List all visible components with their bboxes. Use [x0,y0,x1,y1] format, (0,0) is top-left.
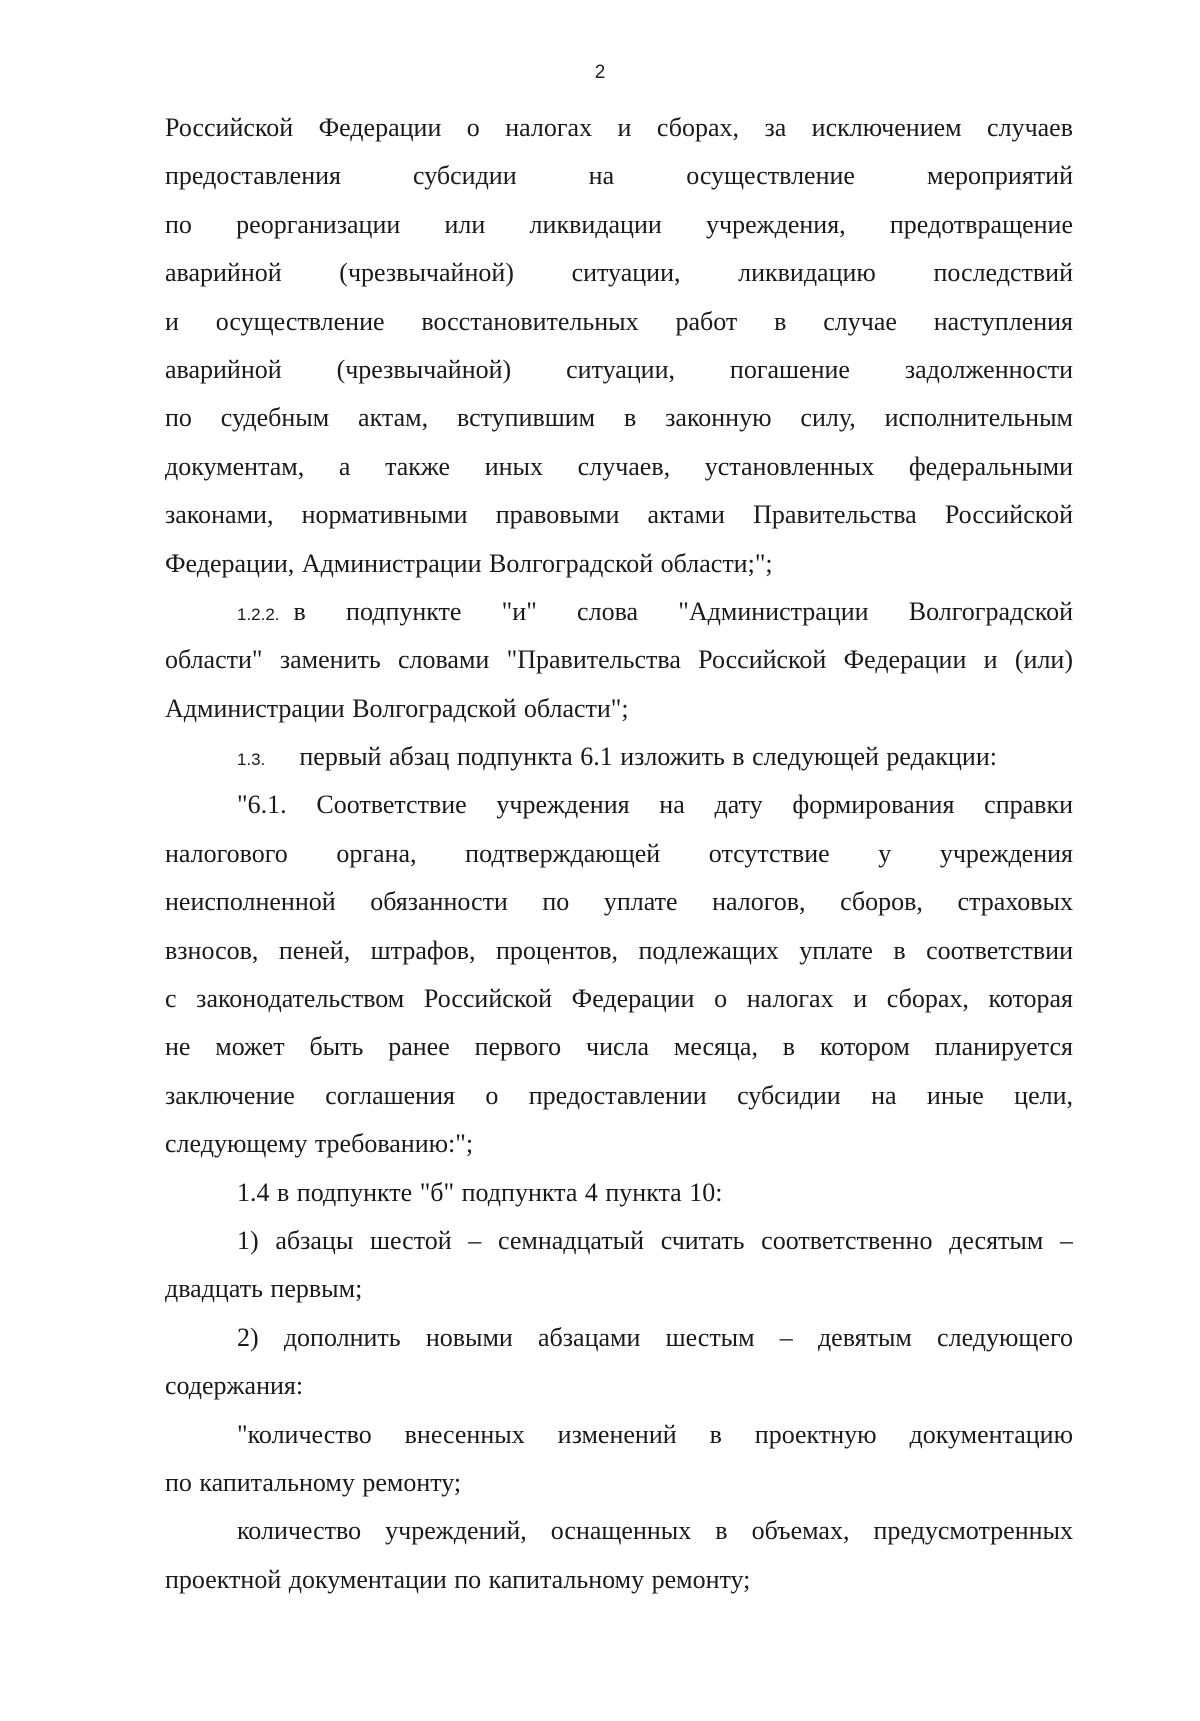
text-line: по капитальному ремонту; [165,1467,462,1497]
text-line: области" заменить словами "Правительства Российской Федерации и (или) [165,645,1073,675]
text-line: по судебным актам, вступившим в законную силу, исполнительным [165,403,1073,433]
text-line: предоставления субсидии на осуществление мероприятий [165,161,1073,191]
text-line: двадцать первым; [165,1274,363,1304]
clause-number: 1.2.2. [237,604,280,624]
text-line: и осуществление восстановительных работ в случае наступления [165,306,1073,336]
text-line: содержания: [165,1371,304,1401]
text-line: 2) дополнить новыми абзацами шестым – девятым следующего [237,1322,1073,1352]
text-line: документам, а также иных случаев, установленных федеральными [165,451,1073,481]
text-line: аварийной (чрезвычайной) ситуации, погашение задолженности [165,354,1073,384]
text-line: "количество внесенных изменений в проектную документацию [237,1419,1073,1449]
text-line: проектной документации по капитальному ремонту; [165,1564,751,1594]
paragraph-1-4: 1.4 в подпункте "б" подпункта 4 пункта 10: [237,1177,723,1207]
clause-number: 1.3. [237,750,266,770]
text-line: по реорганизации или ликвидации учреждения, предотвращение [165,209,1073,239]
document-body [165,104,1073,1604]
text-line: законами, нормативными правовыми актами Правительства Российской [165,500,1073,530]
text-line: "6.1. Соответствие учреждения на дату формирования справки [237,790,1073,820]
paragraph-1-2-2 [165,588,1073,636]
text-line: налогового органа, подтверждающей отсутствие у учреждения [165,838,1073,868]
clause-text: первый абзац подпункта 6.1 изложить в следующей редакции: [299,742,997,772]
clause-text: в подпункте "и" слова "Администрации Волгоградской [293,596,1073,626]
text-line: аварийной (чрезвычайной) ситуации, ликвидацию последствий [165,258,1073,288]
paragraph-1-3 [165,733,1073,781]
text-line: Администрации Волгоградской области"; [165,693,629,723]
text-line: взносов, пеней, штрафов, процентов, подлежащих уплате в соответствии [165,935,1073,965]
text-line: не может быть ранее первого числа месяца, в котором планируется [165,1032,1073,1062]
text-line: Федерации, Администрации Волгоградской области;"; [165,548,773,578]
text-line: с законодательством Российской Федерации о налогах и сборах, которая [165,984,1073,1014]
text-line: 1) абзацы шестой – семнадцатый считать соответственно десятым – [237,1225,1073,1255]
text-line: следующему требованию:"; [165,1129,474,1159]
text-line: заключение соглашения о предоставлении субсидии на иные цели, [165,1080,1073,1110]
page-number: 2 [594,62,606,83]
text-line: Российской Федерации о налогах и сборах, за исключением случаев [165,113,1073,142]
text-line: неисполненной обязанности по уплате налогов, сборов, страховых [165,887,1073,917]
text-line: количество учреждений, оснащенных в объемах, предусмотренных [237,1516,1073,1546]
